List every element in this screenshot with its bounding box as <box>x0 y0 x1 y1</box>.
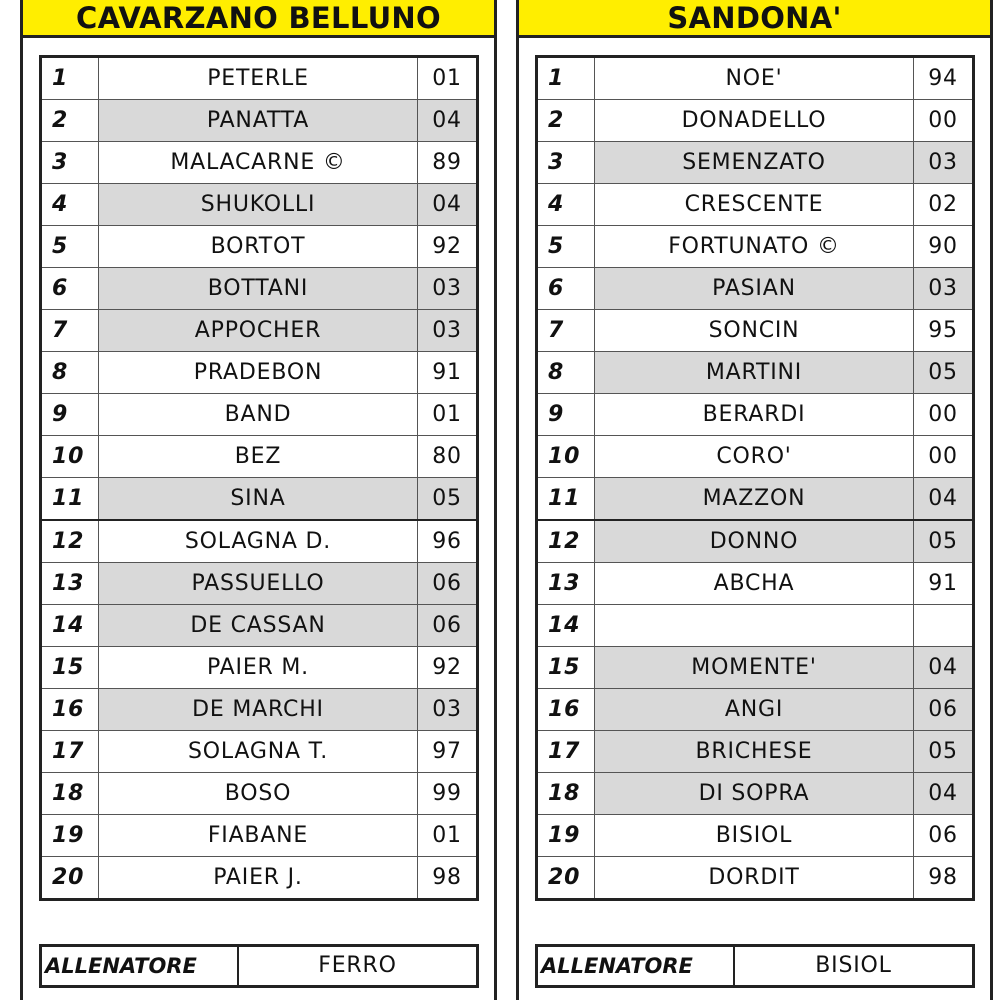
player-row <box>537 731 974 773</box>
player-number: 2 <box>41 100 99 142</box>
player-birth-year: 96 <box>418 520 478 563</box>
player-row <box>41 142 478 184</box>
player-birth-year: 92 <box>418 226 478 268</box>
player-number: 11 <box>41 478 99 521</box>
player-name: SEMENZATO <box>595 142 914 184</box>
player-birth-year: 01 <box>418 815 478 857</box>
player-birth-year: 01 <box>418 57 478 100</box>
player-birth-year: 03 <box>914 268 974 310</box>
player-birth-year: 04 <box>914 773 974 815</box>
player-birth-year: 04 <box>418 100 478 142</box>
player-birth-year: 04 <box>914 478 974 521</box>
player-birth-year: 05 <box>914 352 974 394</box>
player-birth-year: 06 <box>418 563 478 605</box>
player-row <box>537 57 974 100</box>
player-name: MARTINI <box>595 352 914 394</box>
player-row <box>537 857 974 900</box>
player-name: SOLAGNA T. <box>99 731 418 773</box>
coach-row-away <box>535 944 975 988</box>
player-birth-year: 91 <box>914 563 974 605</box>
player-name: PASIAN <box>595 268 914 310</box>
player-name: DONNO <box>595 520 914 563</box>
player-birth-year: 05 <box>418 478 478 521</box>
coach-row-home <box>39 944 479 988</box>
player-row <box>537 520 974 563</box>
coach-label: ALLENATORE <box>42 947 239 985</box>
player-name: BISIOL <box>595 815 914 857</box>
player-birth-year: 94 <box>914 57 974 100</box>
player-row <box>41 478 478 521</box>
player-name: DE CASSAN <box>99 605 418 647</box>
player-birth-year: 99 <box>418 773 478 815</box>
player-name: PAIER J. <box>99 857 418 900</box>
player-row <box>537 268 974 310</box>
player-name: NOE' <box>595 57 914 100</box>
player-row <box>41 857 478 900</box>
player-row <box>41 436 478 478</box>
player-row <box>537 436 974 478</box>
player-row <box>41 184 478 226</box>
player-name: DORDIT <box>595 857 914 900</box>
player-number: 18 <box>41 773 99 815</box>
player-number: 3 <box>41 142 99 184</box>
player-row <box>537 100 974 142</box>
player-birth-year: 04 <box>914 647 974 689</box>
player-row <box>41 647 478 689</box>
player-number: 9 <box>537 394 595 436</box>
player-birth-year: 00 <box>914 436 974 478</box>
player-name: PAIER M. <box>99 647 418 689</box>
player-row <box>41 605 478 647</box>
player-birth-year: 00 <box>914 394 974 436</box>
player-number: 9 <box>41 394 99 436</box>
player-name: MOMENTE' <box>595 647 914 689</box>
player-number: 4 <box>41 184 99 226</box>
player-name: SONCIN <box>595 310 914 352</box>
player-row <box>537 689 974 731</box>
player-name: DE MARCHI <box>99 689 418 731</box>
player-birth-year: 06 <box>914 815 974 857</box>
player-row <box>537 184 974 226</box>
player-number: 3 <box>537 142 595 184</box>
player-number: 8 <box>537 352 595 394</box>
player-number: 17 <box>537 731 595 773</box>
player-birth-year: 01 <box>418 394 478 436</box>
player-number: 10 <box>41 436 99 478</box>
player-birth-year: 80 <box>418 436 478 478</box>
player-row <box>41 773 478 815</box>
player-number: 14 <box>537 605 595 647</box>
player-number: 19 <box>537 815 595 857</box>
player-row <box>41 268 478 310</box>
player-number: 4 <box>537 184 595 226</box>
player-birth-year: 92 <box>418 647 478 689</box>
player-row <box>537 815 974 857</box>
player-name: BOSO <box>99 773 418 815</box>
player-birth-year: 00 <box>914 100 974 142</box>
player-name: CRESCENTE <box>595 184 914 226</box>
player-number: 14 <box>41 605 99 647</box>
coach-name-home: FERRO <box>318 953 397 978</box>
player-number: 10 <box>537 436 595 478</box>
player-birth-year: 04 <box>418 184 478 226</box>
player-number: 7 <box>41 310 99 352</box>
player-name: BAND <box>99 394 418 436</box>
player-birth-year: 90 <box>914 226 974 268</box>
player-row <box>41 57 478 100</box>
player-name: PETERLE <box>99 57 418 100</box>
player-row <box>41 520 478 563</box>
coach-name-away: BISIOL <box>815 953 892 978</box>
player-number: 6 <box>537 268 595 310</box>
coach-label: ALLENATORE <box>538 947 735 985</box>
player-number: 16 <box>41 689 99 731</box>
team-name-away: SANDONA' <box>519 0 990 38</box>
player-number: 13 <box>537 563 595 605</box>
player-number: 8 <box>41 352 99 394</box>
player-birth-year: 02 <box>914 184 974 226</box>
player-name: BEZ <box>99 436 418 478</box>
player-number: 17 <box>41 731 99 773</box>
player-name: BRICHESE <box>595 731 914 773</box>
team-name-home: CAVARZANO BELLUNO <box>23 0 494 38</box>
player-row <box>537 142 974 184</box>
player-number: 12 <box>537 520 595 563</box>
player-birth-year: 97 <box>418 731 478 773</box>
player-row <box>537 773 974 815</box>
player-number: 11 <box>537 478 595 521</box>
player-number: 6 <box>41 268 99 310</box>
roster-table-home <box>39 55 479 901</box>
player-number: 18 <box>537 773 595 815</box>
player-name <box>595 605 914 647</box>
player-birth-year: 98 <box>914 857 974 900</box>
player-birth-year: 05 <box>914 520 974 563</box>
player-name: CORO' <box>595 436 914 478</box>
player-number: 13 <box>41 563 99 605</box>
player-name: PRADEBON <box>99 352 418 394</box>
player-birth-year: 91 <box>418 352 478 394</box>
player-row <box>41 352 478 394</box>
player-name: DONADELLO <box>595 100 914 142</box>
player-row <box>41 731 478 773</box>
player-row <box>537 310 974 352</box>
player-birth-year: 06 <box>914 689 974 731</box>
player-name: APPOCHER <box>99 310 418 352</box>
player-number: 15 <box>41 647 99 689</box>
player-number: 5 <box>537 226 595 268</box>
player-name: ANGI <box>595 689 914 731</box>
team-panel-home <box>20 0 497 1000</box>
player-number: 20 <box>41 857 99 900</box>
team-panel-away <box>516 0 993 1000</box>
player-row <box>537 647 974 689</box>
player-row <box>41 689 478 731</box>
player-number: 19 <box>41 815 99 857</box>
player-row <box>41 394 478 436</box>
player-name: FIABANE <box>99 815 418 857</box>
player-birth-year: 03 <box>418 310 478 352</box>
player-number: 12 <box>41 520 99 563</box>
player-birth-year: 98 <box>418 857 478 900</box>
player-name: DI SOPRA <box>595 773 914 815</box>
player-name: BOTTANI <box>99 268 418 310</box>
player-name: BERARDI <box>595 394 914 436</box>
player-number: 1 <box>537 57 595 100</box>
player-number: 7 <box>537 310 595 352</box>
player-row <box>537 226 974 268</box>
player-birth-year: 95 <box>914 310 974 352</box>
player-row <box>537 394 974 436</box>
player-row <box>537 563 974 605</box>
player-name: SINA <box>99 478 418 521</box>
player-birth-year <box>914 605 974 647</box>
player-row <box>41 563 478 605</box>
player-name: SOLAGNA D. <box>99 520 418 563</box>
player-row <box>41 815 478 857</box>
player-name: SHUKOLLI <box>99 184 418 226</box>
player-birth-year: 03 <box>418 689 478 731</box>
player-number: 20 <box>537 857 595 900</box>
player-number: 15 <box>537 647 595 689</box>
player-number: 1 <box>41 57 99 100</box>
player-birth-year: 89 <box>418 142 478 184</box>
roster-table-away <box>535 55 975 901</box>
player-name: BORTOT <box>99 226 418 268</box>
player-number: 5 <box>41 226 99 268</box>
player-row <box>41 226 478 268</box>
player-name: FORTUNATO © <box>595 226 914 268</box>
player-birth-year: 03 <box>914 142 974 184</box>
player-row <box>537 352 974 394</box>
player-name: MALACARNE © <box>99 142 418 184</box>
player-row <box>537 478 974 521</box>
player-row <box>537 605 974 647</box>
player-number: 16 <box>537 689 595 731</box>
player-number: 2 <box>537 100 595 142</box>
player-birth-year: 06 <box>418 605 478 647</box>
player-name: PANATTA <box>99 100 418 142</box>
player-birth-year: 03 <box>418 268 478 310</box>
player-row <box>41 100 478 142</box>
player-name: ABCHA <box>595 563 914 605</box>
player-name: PASSUELLO <box>99 563 418 605</box>
player-birth-year: 05 <box>914 731 974 773</box>
player-name: MAZZON <box>595 478 914 521</box>
player-row <box>41 310 478 352</box>
